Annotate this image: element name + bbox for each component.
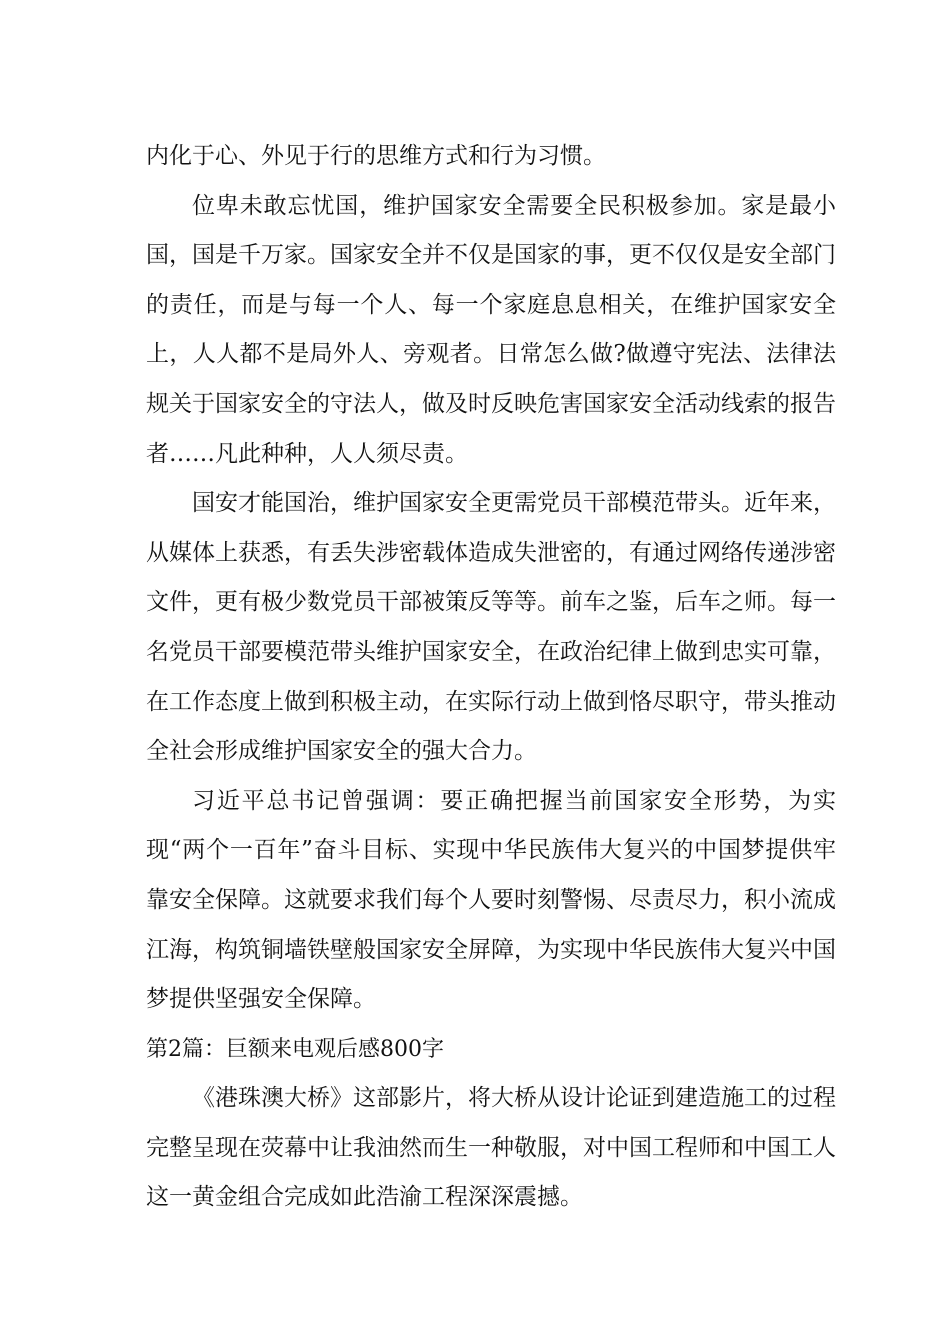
document-body	[146, 132, 836, 1223]
section-heading: 第2篇：巨额来电观后感800字	[146, 1036, 444, 1062]
paragraph-national-security-citizens: 位卑未敢忘忧国，维护国家安全需要全民积极参加。家是最小国，国是千万家。国家安全并不仅是国家的事，更不仅仅是安全部门的责任，而是与每一个人、每一个家庭息息相关，在维护国家安全上，人人都不是局外人、旁观者。日常怎么做?做遵守宪法、法律法规关于国家安全的守法人，做及时反映危害国家安全活动线索的报告者……凡此种种，人人须尽责。	[146, 192, 836, 467]
paragraph-xi-quote: 习近平总书记曾强调：要正确把握当前国家安全形势，为实现“两个一百年”奋斗目标、实现中华民族伟大复兴的中国梦提供牢靠安全保障。这就要求我们每个人要时刻警惕、尽责尽力，积小流成江海，构筑铜墙铁壁般国家安全屏障，为实现中华民族伟大复兴中国梦提供坚强安全保障。	[146, 787, 836, 1013]
paragraph-continuation: 内化于心、外见于行的思维方式和行为习惯。	[146, 143, 606, 169]
paragraph-bridge-film: 《港珠澳大桥》这部影片，将大桥从设计论证到建造施工的过程完整呈现在荧幕中让我油然而生一种敬服，对中国工程师和中国工人这一黄金组合完成如此浩渝工程深深震撼。	[146, 1085, 836, 1211]
paragraph-party-cadres: 国安才能国治，维护国家安全更需党员干部模范带头。近年来，从媒体上获悉，有丢失涉密载体造成失泄密的，有通过网络传递涉密文件，更有极少数党员干部被策反等等。前车之鉴，后车之师。每一名党员干部要模范带头维护国家安全，在政治纪律上做到忠实可靠，在工作态度上做到积极主动，在实际行动上做到恪尽职守，带头推动全社会形成维护国家安全的强大合力。	[146, 490, 836, 765]
